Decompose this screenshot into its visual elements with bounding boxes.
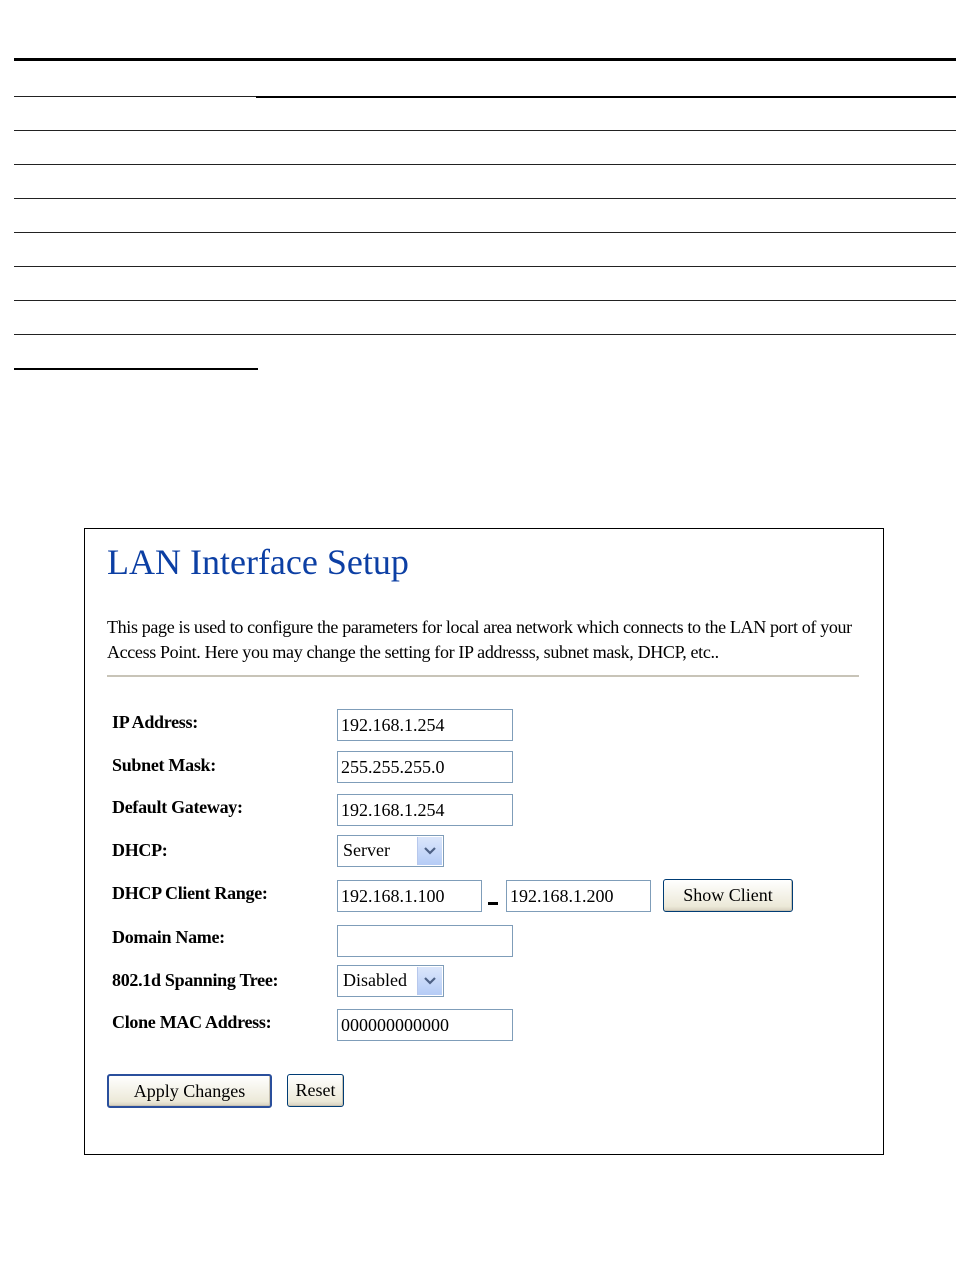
dhcp-select[interactable] bbox=[337, 835, 444, 867]
table-row-rule bbox=[256, 300, 956, 301]
dhcp-range-start-input[interactable]: 192.168.1.100 bbox=[337, 880, 482, 912]
table-row-rule bbox=[14, 164, 256, 165]
subnet-mask-input[interactable]: 255.255.255.0 bbox=[337, 751, 513, 783]
apply-changes-button[interactable]: Apply Changes bbox=[107, 1074, 272, 1108]
clone-mac-input[interactable]: 000000000000 bbox=[337, 1009, 513, 1041]
table-row-rule bbox=[256, 164, 956, 165]
table-row-rule bbox=[14, 130, 256, 131]
dhcp-label: DHCP: bbox=[112, 840, 168, 860]
spanning-tree-select-value: Disabled bbox=[343, 970, 407, 990]
table-row-rule bbox=[14, 232, 256, 233]
table-row-rule bbox=[14, 266, 256, 267]
show-client-button[interactable]: Show Client bbox=[663, 879, 793, 912]
table-row-rule bbox=[256, 130, 956, 131]
table-row-rule bbox=[14, 300, 256, 301]
chevron-down-icon[interactable] bbox=[417, 837, 442, 865]
table-bottom-rule bbox=[14, 368, 258, 370]
table-row-rule bbox=[256, 232, 956, 233]
domain-name-input[interactable] bbox=[337, 925, 513, 957]
dhcp-client-range-label: DHCP Client Range: bbox=[112, 883, 268, 903]
subnet-mask-label: Subnet Mask: bbox=[112, 755, 216, 775]
domain-name-label: Domain Name: bbox=[112, 927, 225, 947]
table-row-rule bbox=[14, 334, 256, 335]
table-row-rule bbox=[256, 266, 956, 267]
page-title: LAN Interface Setup bbox=[107, 542, 409, 582]
range-separator bbox=[488, 902, 498, 905]
clone-mac-label: Clone MAC Address: bbox=[112, 1012, 272, 1032]
spanning-tree-select[interactable] bbox=[337, 965, 444, 997]
ip-address-label: IP Address: bbox=[112, 712, 198, 732]
table-row-rule bbox=[256, 198, 956, 199]
table-top-rule bbox=[14, 58, 956, 61]
page-description: This page is used to configure the parameters for local area network which connects to the LAN port of your Access Point. Here you may change the setting for IP addresss, subnet mask, DHCP, etc.. bbox=[107, 617, 852, 662]
ip-address-input[interactable]: 192.168.1.254 bbox=[337, 709, 513, 741]
spanning-tree-label: 802.1d Spanning Tree: bbox=[112, 970, 279, 990]
table-row-rule bbox=[14, 96, 256, 97]
dhcp-range-end-input[interactable]: 192.168.1.200 bbox=[506, 880, 651, 912]
document-table bbox=[0, 0, 970, 380]
lan-setup-panel bbox=[84, 528, 884, 1155]
default-gateway-label: Default Gateway: bbox=[112, 797, 243, 817]
table-row-rule bbox=[256, 334, 956, 335]
dhcp-select-value: Server bbox=[343, 840, 390, 860]
reset-button[interactable]: Reset bbox=[287, 1074, 344, 1107]
table-row-rule bbox=[14, 198, 256, 199]
default-gateway-input[interactable]: 192.168.1.254 bbox=[337, 794, 513, 826]
divider bbox=[107, 675, 859, 677]
chevron-down-icon[interactable] bbox=[417, 967, 442, 995]
table-header-rule bbox=[256, 96, 956, 98]
